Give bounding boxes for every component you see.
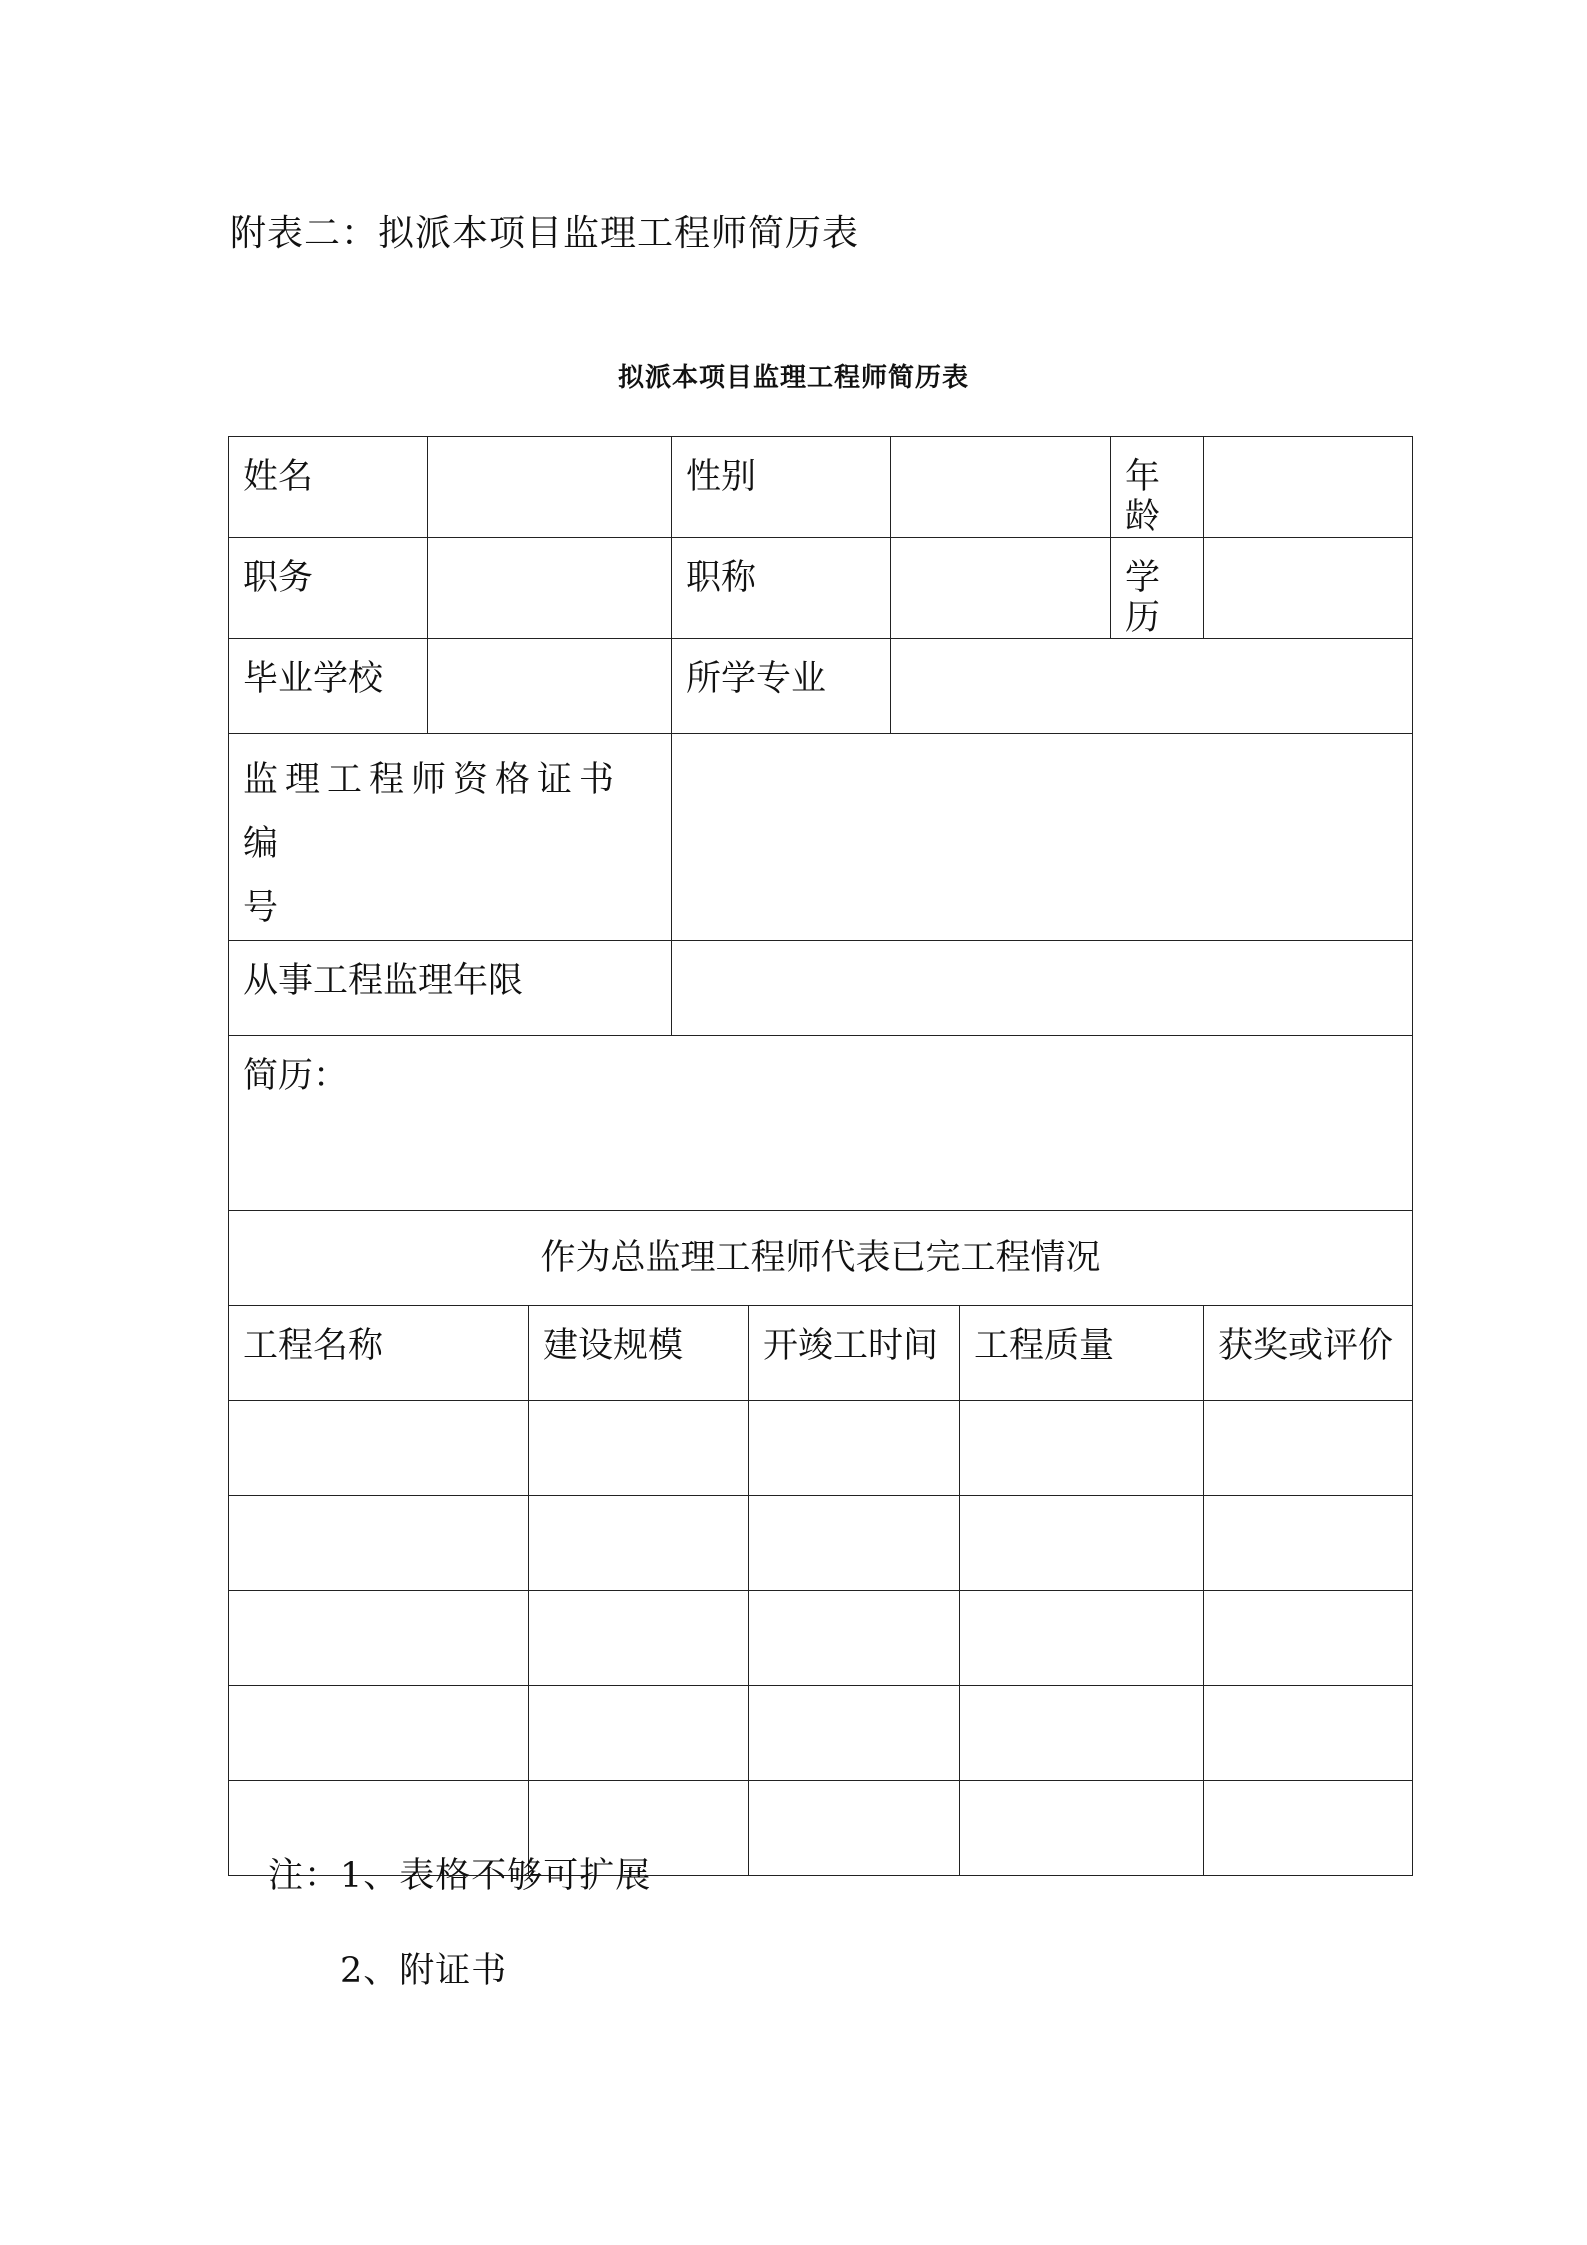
label-age: 年龄	[1111, 437, 1204, 538]
project-quality-cell[interactable]	[960, 1591, 1204, 1686]
value-supervision-years[interactable]	[672, 941, 1413, 1036]
project-quality-cell[interactable]	[960, 1781, 1204, 1876]
table-row	[229, 1686, 1413, 1781]
column-header-scale: 建设规模	[529, 1306, 749, 1401]
note-attach-certificates: 2、附证书	[340, 1951, 508, 1991]
project-awards-cell[interactable]	[1204, 1686, 1413, 1781]
label-position: 职务	[229, 538, 428, 639]
project-period-cell[interactable]	[749, 1401, 960, 1496]
label-certificate-line1: 监理工程师资格证书编	[243, 760, 622, 864]
project-quality-cell[interactable]	[960, 1496, 1204, 1591]
resume-table	[228, 436, 1413, 1876]
value-major[interactable]	[891, 639, 1413, 734]
project-awards-cell[interactable]	[1204, 1401, 1413, 1496]
table-row-resume	[229, 1036, 1413, 1211]
label-certificate-line2: 号	[243, 888, 286, 928]
label-major: 所学专业	[672, 639, 891, 734]
project-name-cell[interactable]	[229, 1401, 529, 1496]
label-school: 毕业学校	[229, 639, 428, 734]
table-row	[229, 1591, 1413, 1686]
table-row-basic-1	[229, 437, 1413, 538]
table-row-basic-3	[229, 639, 1413, 734]
resume-cell[interactable]: 简历：	[229, 1036, 1413, 1211]
project-period-cell[interactable]	[749, 1781, 960, 1876]
projects-section-title: 作为总监理工程师代表已完工程情况	[229, 1211, 1413, 1306]
appendix-heading: 附表二：拟派本项目监理工程师简历表	[230, 213, 860, 254]
project-scale-cell[interactable]	[529, 1591, 749, 1686]
project-awards-cell[interactable]	[1204, 1496, 1413, 1591]
form-title: 拟派本项目监理工程师简历表	[617, 363, 969, 393]
column-header-awards: 获奖或评价	[1204, 1306, 1413, 1401]
label-title: 职称	[672, 538, 891, 639]
column-header-project-name: 工程名称	[229, 1306, 529, 1401]
label-education: 学历	[1111, 538, 1204, 639]
table-row	[229, 1496, 1413, 1591]
table-row-years	[229, 941, 1413, 1036]
table-row-column-headers	[229, 1306, 1413, 1401]
value-education[interactable]	[1204, 538, 1413, 639]
project-quality-cell[interactable]	[960, 1401, 1204, 1496]
project-name-cell[interactable]	[229, 1496, 529, 1591]
value-certificate-number[interactable]	[672, 734, 1413, 941]
value-position[interactable]	[428, 538, 672, 639]
project-quality-cell[interactable]	[960, 1686, 1204, 1781]
value-gender[interactable]	[891, 437, 1111, 538]
project-awards-cell[interactable]	[1204, 1591, 1413, 1686]
project-scale-cell[interactable]	[529, 1496, 749, 1591]
value-school[interactable]	[428, 639, 672, 734]
label-gender: 性别	[672, 437, 891, 538]
label-name: 姓名	[229, 437, 428, 538]
project-period-cell[interactable]	[749, 1591, 960, 1686]
label-certificate-number	[229, 734, 672, 941]
table-row	[229, 1401, 1413, 1496]
project-period-cell[interactable]	[749, 1686, 960, 1781]
project-awards-cell[interactable]	[1204, 1781, 1413, 1876]
project-scale-cell[interactable]	[529, 1401, 749, 1496]
note-table-extendable: 注：1、表格不够可扩展	[268, 1856, 652, 1896]
project-period-cell[interactable]	[749, 1496, 960, 1591]
value-age[interactable]	[1204, 437, 1413, 538]
value-name[interactable]	[428, 437, 672, 538]
label-supervision-years: 从事工程监理年限	[229, 941, 672, 1036]
column-header-period: 开竣工时间	[749, 1306, 960, 1401]
table-row-basic-2	[229, 538, 1413, 639]
project-name-cell[interactable]	[229, 1591, 529, 1686]
column-header-quality: 工程质量	[960, 1306, 1204, 1401]
table-row-section-title	[229, 1211, 1413, 1306]
project-name-cell[interactable]	[229, 1686, 529, 1781]
project-scale-cell[interactable]	[529, 1686, 749, 1781]
value-title[interactable]	[891, 538, 1111, 639]
table-row-certificate	[229, 734, 1413, 941]
